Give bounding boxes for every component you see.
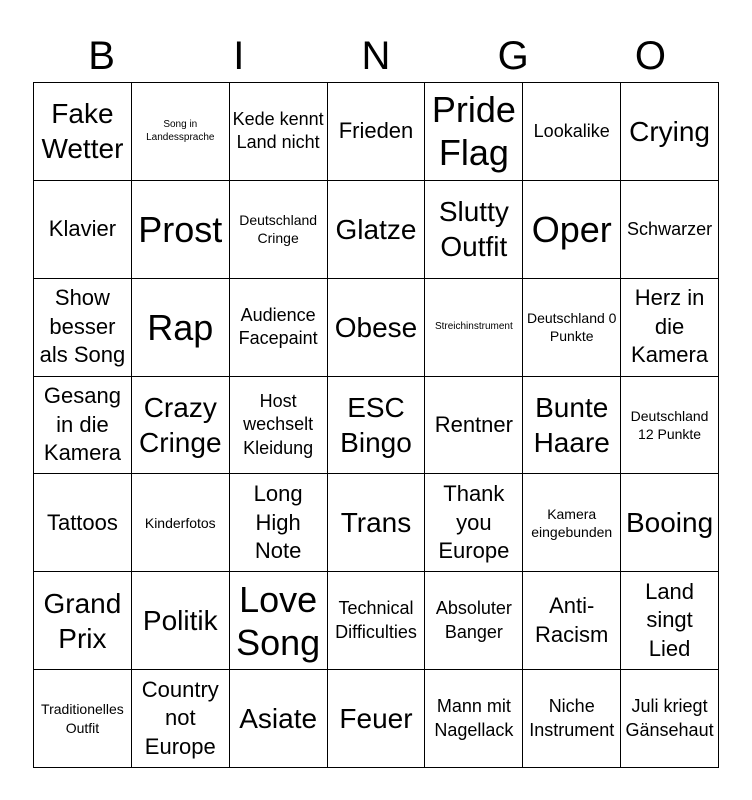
bingo-cell-label: Booing [625, 507, 714, 539]
bingo-cell-label: Deutschland 12 Punkte [630, 407, 709, 442]
bingo-cell-label: Feuer [339, 703, 413, 735]
bingo-cell[interactable] [621, 181, 719, 279]
bingo-cell-label: Absoluter Banger [435, 598, 512, 642]
bingo-cell-label: Audience Facepaint [238, 304, 318, 349]
bingo-cell[interactable] [132, 474, 230, 572]
bingo-cell-label: Crazy Cringe [139, 391, 222, 458]
bingo-cell-label: Schwarzer [627, 218, 713, 239]
bingo-cell-label: Land singt Lied [645, 578, 695, 661]
bingo-cell[interactable] [132, 279, 230, 377]
bingo-cell[interactable] [328, 670, 426, 768]
header-letter-b: B [88, 34, 115, 78]
bingo-cell[interactable] [425, 474, 523, 572]
header-letter-n: N [361, 34, 391, 78]
bingo-cell[interactable] [523, 572, 621, 670]
bingo-cell[interactable] [328, 572, 426, 670]
bingo-cell[interactable] [34, 83, 132, 181]
bingo-cell-label: Deutschland Cringe [239, 212, 318, 247]
bingo-cell-label: Trans [340, 507, 412, 539]
bingo-cell[interactable] [523, 474, 621, 572]
bingo-cell[interactable] [621, 83, 719, 181]
bingo-cell[interactable] [34, 572, 132, 670]
bingo-cell-label: Technical Difficulties [335, 598, 417, 642]
bingo-cell[interactable] [523, 279, 621, 377]
header-letter-g: G [497, 34, 529, 78]
bingo-cell[interactable] [230, 377, 328, 475]
bingo-cell[interactable] [230, 670, 328, 768]
bingo-cell[interactable] [523, 181, 621, 279]
bingo-cell-label: Streichinstrument [434, 321, 513, 333]
bingo-cell[interactable] [230, 279, 328, 377]
bingo-cell-label: Kinderfotos [144, 514, 216, 531]
bingo-cell[interactable] [34, 181, 132, 279]
bingo-cell-label: Rap [147, 306, 214, 348]
bingo-cell[interactable] [132, 572, 230, 670]
bingo-cell-label: Prost [138, 208, 223, 250]
bingo-cell-label: Herz in die Kamera [631, 285, 709, 368]
bingo-cell-label: Kede kennt Land nicht [232, 109, 324, 153]
bingo-cell-label: Deutschland 0 Punkte [526, 309, 617, 345]
bingo-cell[interactable] [425, 181, 523, 279]
bingo-cell-label: Kamera eingebunden [531, 505, 613, 540]
bingo-cell-label: Grand Prix [43, 587, 122, 654]
bingo-card [33, 82, 719, 768]
bingo-cell[interactable] [132, 181, 230, 279]
bingo-cell-label: Niche Instrument [529, 696, 615, 740]
bingo-cell[interactable] [621, 377, 719, 475]
bingo-cell[interactable] [328, 279, 426, 377]
bingo-cell-label: Crying [629, 115, 711, 147]
bingo-header [33, 30, 719, 82]
bingo-cell-label: Frieden [338, 118, 414, 144]
bingo-cell[interactable] [425, 377, 523, 475]
bingo-cell-label: Oper [531, 208, 612, 250]
bingo-cell-label: Long High Note [253, 480, 303, 564]
bingo-cell-label: Gesang in die Kamera [43, 383, 121, 466]
bingo-cell[interactable] [34, 474, 132, 572]
bingo-cell-label: Glatze [335, 213, 417, 245]
bingo-cell[interactable] [425, 279, 523, 377]
bingo-cell-label: Show besser als Song [39, 285, 126, 368]
header-letter-i: I [233, 34, 245, 78]
bingo-cell[interactable] [523, 377, 621, 475]
bingo-cell[interactable] [621, 670, 719, 768]
bingo-cell-label: Fake Wetter [41, 98, 124, 165]
bingo-cell[interactable] [34, 279, 132, 377]
bingo-cell-label: Tattoos [46, 509, 118, 535]
bingo-cell-label: Lookalike [533, 120, 610, 141]
bingo-cell[interactable] [523, 670, 621, 768]
bingo-cell-label: Song in Landessprache [146, 118, 215, 144]
bingo-cell[interactable] [621, 279, 719, 377]
bingo-cell-label: Love Song [236, 578, 321, 663]
bingo-cell[interactable] [328, 474, 426, 572]
bingo-cell-label: Bunte Haare [533, 391, 610, 458]
bingo-cell[interactable] [425, 83, 523, 181]
bingo-cell[interactable] [328, 181, 426, 279]
bingo-cell[interactable] [230, 181, 328, 279]
bingo-cell-label: Asiate [239, 703, 318, 735]
bingo-cell[interactable] [230, 572, 328, 670]
bingo-cell[interactable] [230, 83, 328, 181]
bingo-cell[interactable] [132, 377, 230, 475]
bingo-cell[interactable] [425, 670, 523, 768]
bingo-cell-label: Rentner [434, 411, 513, 437]
bingo-cell-label: Mann mit Nagellack [434, 696, 514, 740]
bingo-cell-label: Slutty Outfit [438, 196, 509, 263]
bingo-cell-label: Host wechselt Kleidung [243, 390, 314, 458]
bingo-cell-label: Anti-Racism [535, 593, 609, 647]
header-letter-o: O [634, 34, 666, 78]
bingo-cell-label: Obese [334, 311, 418, 343]
bingo-cell[interactable] [328, 83, 426, 181]
bingo-cell[interactable] [34, 670, 132, 768]
bingo-cell[interactable] [132, 83, 230, 181]
bingo-cell[interactable] [132, 670, 230, 768]
bingo-cell[interactable] [523, 83, 621, 181]
bingo-cell[interactable] [425, 572, 523, 670]
bingo-cell[interactable] [621, 474, 719, 572]
bingo-cell[interactable] [621, 572, 719, 670]
bingo-cell-label: Thank you Europe [438, 480, 510, 564]
bingo-cell-label: Traditionelles Outfit [41, 701, 124, 736]
bingo-cell[interactable] [34, 377, 132, 475]
bingo-cell[interactable] [328, 377, 426, 475]
bingo-cell-label: Juli kriegt Gänsehaut [625, 696, 714, 740]
bingo-cell-label: ESC Bingo [340, 391, 412, 458]
bingo-cell-label: Politik [142, 605, 218, 637]
bingo-cell-label: Klavier [48, 215, 117, 241]
bingo-cell-label: Pride Flag [431, 89, 516, 174]
bingo-cell-label: Country not Europe [141, 676, 219, 759]
bingo-cell[interactable] [230, 474, 328, 572]
